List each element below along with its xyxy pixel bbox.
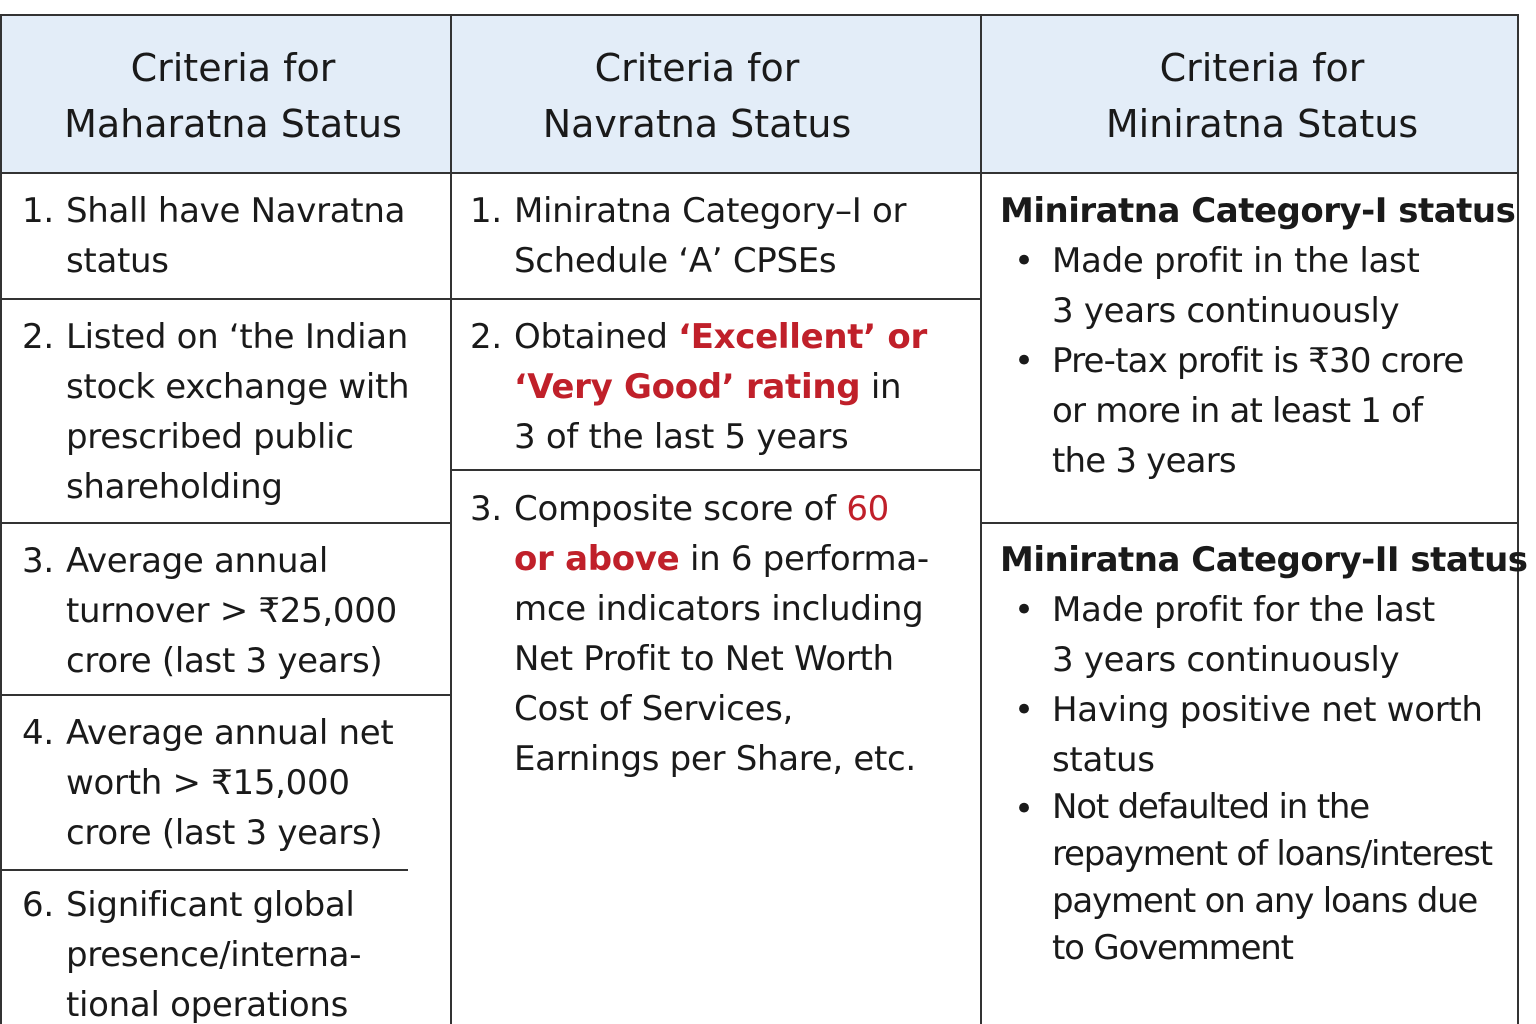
- miniratna-cat1-title: Miniratna Category-I status: [1000, 191, 1516, 231]
- item-text-post: in: [860, 367, 902, 407]
- item-text-rest: mce indicators including Net Profit to Net Worth Cost of Services, Earnings per Share, etc.: [514, 589, 924, 779]
- item-text-pre: Obtained: [514, 317, 679, 357]
- item-text-post: in 6 performa-: [679, 539, 929, 579]
- item-text: [514, 312, 984, 462]
- item-number: 2.: [22, 317, 54, 357]
- score-highlight: or above: [514, 539, 680, 579]
- navratna-item-3: [470, 484, 975, 794]
- score-highlight: 60: [846, 489, 889, 529]
- rating-highlight: ‘Excellent’ or: [678, 317, 927, 357]
- item-text-pre: Composite score of: [514, 489, 847, 529]
- navratna-item-2: [470, 312, 975, 467]
- miniratna-cat1-bullet: [1000, 336, 1520, 486]
- item-number: 1.: [470, 191, 502, 231]
- bullet-text: Made profit in the last 3 years continuously: [1052, 241, 1420, 331]
- miniratna-cat2-bullet: [1000, 585, 1520, 685]
- item-number: 3.: [22, 541, 54, 581]
- item-text: [514, 484, 984, 784]
- miniratna-cat2-bullet: [1000, 685, 1520, 785]
- maharatna-item-6: [22, 880, 447, 1024]
- item-number: 4.: [22, 713, 54, 753]
- item-text: Listed on ‘the Indian stock exchange with prescribed public shareholding: [66, 317, 410, 507]
- bullet-icon: •: [1014, 690, 1034, 730]
- item-text-line: 3 of the last 5 years: [514, 417, 849, 457]
- bullet-icon: •: [1014, 590, 1034, 630]
- item-text: Average annual net worth > ₹15,000 crore (last 3 years): [66, 713, 394, 853]
- navratna-item-1: [470, 186, 975, 291]
- item-text: Miniratna Category–I or Schedule ‘A’ CPSEs: [514, 191, 907, 281]
- bullet-text: Pre-tax profit is ₹30 crore or more in at least 1 of the 3 years: [1052, 341, 1464, 481]
- maharatna-item-2: [22, 312, 447, 517]
- item-number: 3.: [470, 489, 502, 529]
- bullet-text: Having positive net worth status: [1052, 690, 1483, 780]
- header-navratna: Criteria for Navratna Status: [542, 46, 852, 146]
- bullet-icon: •: [1014, 341, 1034, 381]
- miniratna-cat2-bullet: [1000, 784, 1520, 984]
- item-text: Average annual turnover > ₹25,000 crore (last 3 years): [66, 541, 397, 681]
- header-maharatna: Criteria for Maharatna Status: [64, 46, 402, 146]
- maharatna-item-1: [22, 186, 447, 291]
- maharatna-item-4: [22, 708, 447, 863]
- bullet-icon: •: [1014, 789, 1034, 829]
- bullet-text: Not defaulted in the repayment of loans/interest payment on any loans due to Govemment: [1052, 787, 1492, 968]
- item-number: 2.: [470, 317, 502, 357]
- item-text: Shall have Navratna status: [66, 191, 406, 281]
- item-number: 1.: [22, 191, 54, 231]
- maharatna-item-3: [22, 536, 447, 691]
- header-miniratna: Criteria for Miniratna Status: [1105, 46, 1419, 146]
- item-number: 6.: [22, 885, 54, 925]
- item-text: Significant global presence/interna- tional operations: [66, 885, 362, 1024]
- miniratna-cat1-bullet: [1000, 236, 1520, 336]
- bullet-icon: •: [1014, 241, 1034, 281]
- bullet-text: Made profit for the last 3 years continuously: [1052, 590, 1435, 680]
- miniratna-cat2-title: Miniratna Category-II status: [1000, 540, 1528, 580]
- rating-highlight: ‘Very Good’ rating: [514, 367, 861, 407]
